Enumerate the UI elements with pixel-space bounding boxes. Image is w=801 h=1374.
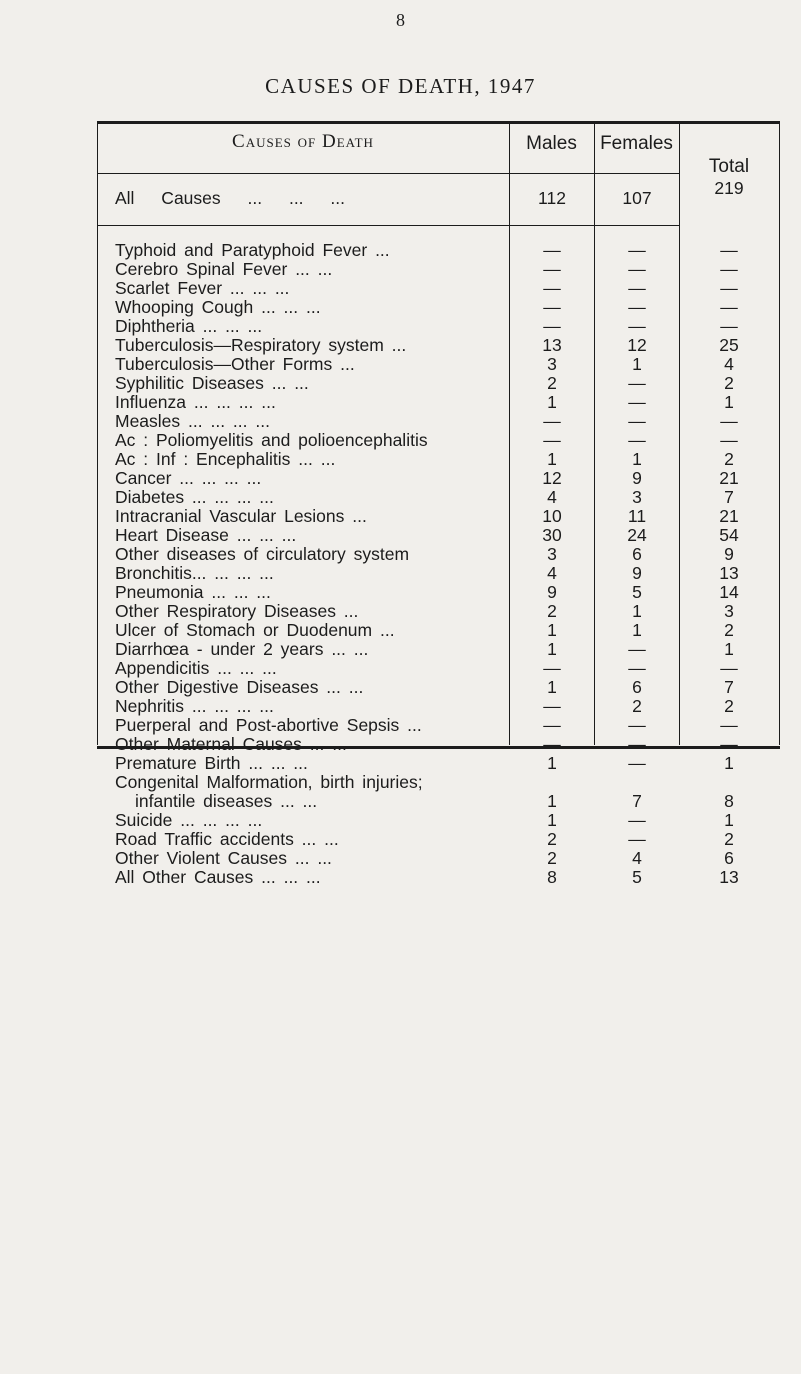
cause-label: Typhoid and Paratyphoid Fever ... bbox=[115, 240, 390, 260]
column-divider-males bbox=[509, 123, 510, 745]
cell-total: — bbox=[720, 278, 738, 298]
cell-females: — bbox=[628, 278, 646, 298]
cause-label: Tuberculosis—Other Forms ... bbox=[115, 354, 355, 374]
cell-males: 4 bbox=[547, 487, 557, 507]
cell-males: — bbox=[543, 734, 561, 754]
all-causes-females: 107 bbox=[622, 188, 652, 208]
header-divider bbox=[97, 173, 679, 174]
cell-total: 1 bbox=[724, 810, 734, 830]
cell-males: 3 bbox=[547, 544, 557, 564]
cause-label: Syphilitic Diseases ... ... bbox=[115, 373, 309, 393]
cell-total: 6 bbox=[724, 848, 734, 868]
cell-males: — bbox=[543, 411, 561, 431]
cell-females: — bbox=[628, 715, 646, 735]
cell-males: — bbox=[543, 696, 561, 716]
cell-total: 3 bbox=[724, 601, 734, 621]
cause-label: Bronchitis... ... ... ... bbox=[115, 563, 274, 583]
cause-label: Other Maternal Causes ... ... bbox=[115, 734, 347, 754]
cell-females: 9 bbox=[632, 468, 642, 488]
cell-females: 1 bbox=[632, 620, 642, 640]
all-causes-total: 219 bbox=[714, 178, 744, 198]
cause-label-continued: infantile diseases ... ... bbox=[135, 791, 318, 811]
cell-females: 3 bbox=[632, 487, 642, 507]
cell-males: — bbox=[543, 316, 561, 336]
column-divider-total bbox=[679, 123, 680, 745]
cell-total: 13 bbox=[719, 563, 739, 583]
cell-females: — bbox=[628, 753, 646, 773]
cell-males: — bbox=[543, 259, 561, 279]
all-causes-divider bbox=[97, 225, 679, 226]
cell-females: 5 bbox=[632, 867, 642, 887]
cell-males: — bbox=[543, 430, 561, 450]
cell-females: 1 bbox=[632, 449, 642, 469]
cause-label: Suicide ... ... ... ... bbox=[115, 810, 263, 830]
cause-label: Congenital Malformation, birth injuries; bbox=[115, 772, 423, 792]
cause-label: Other Digestive Diseases ... ... bbox=[115, 677, 364, 697]
cause-label: Intracranial Vascular Lesions ... bbox=[115, 506, 367, 526]
cell-females: 6 bbox=[632, 677, 642, 697]
cause-label: Other Violent Causes ... ... bbox=[115, 848, 332, 868]
cell-females: 7 bbox=[632, 791, 642, 811]
cell-total: — bbox=[720, 411, 738, 431]
cell-males: 1 bbox=[547, 449, 557, 469]
cause-label: Ac : Inf : Encephalitis ... ... bbox=[115, 449, 336, 469]
cell-females: — bbox=[628, 240, 646, 260]
cell-females: 5 bbox=[632, 582, 642, 602]
cell-males: 2 bbox=[547, 373, 557, 393]
cause-label: Scarlet Fever ... ... ... bbox=[115, 278, 290, 298]
cell-total: — bbox=[720, 316, 738, 336]
page-number: 8 bbox=[396, 10, 405, 30]
cell-females: 24 bbox=[627, 525, 647, 545]
cell-total: — bbox=[720, 430, 738, 450]
cause-label: Nephritis ... ... ... ... bbox=[115, 696, 274, 716]
page-title: CAUSES OF DEATH, 1947 bbox=[265, 74, 536, 98]
cell-males: 12 bbox=[542, 468, 562, 488]
cell-total: 2 bbox=[724, 449, 734, 469]
cell-total: — bbox=[720, 240, 738, 260]
cause-label: Tuberculosis—Respiratory system ... bbox=[115, 335, 407, 355]
cell-total: — bbox=[720, 658, 738, 678]
cell-total: 7 bbox=[724, 677, 734, 697]
cell-females: — bbox=[628, 297, 646, 317]
header-total: Total bbox=[708, 156, 750, 177]
all-causes-males: 112 bbox=[538, 188, 566, 208]
cell-females: — bbox=[628, 411, 646, 431]
cell-total: 54 bbox=[719, 525, 739, 545]
cell-males: 8 bbox=[547, 867, 557, 887]
cause-label: Cancer ... ... ... ... bbox=[115, 468, 262, 488]
cell-females: 6 bbox=[632, 544, 642, 564]
cell-total: 2 bbox=[724, 696, 734, 716]
cell-males: 1 bbox=[547, 392, 557, 412]
cell-total: — bbox=[720, 734, 738, 754]
cause-label: Cerebro Spinal Fever ... ... bbox=[115, 259, 333, 279]
cause-label: Influenza ... ... ... ... bbox=[115, 392, 276, 412]
cause-label: Premature Birth ... ... ... bbox=[115, 753, 308, 773]
cause-label: Pneumonia ... ... ... bbox=[115, 582, 271, 602]
cell-males: 9 bbox=[547, 582, 557, 602]
cause-label: Puerperal and Post-abortive Sepsis ... bbox=[115, 715, 422, 735]
header-causes: Causes of Death bbox=[232, 131, 374, 152]
cell-total: 4 bbox=[724, 354, 734, 374]
cell-males: 1 bbox=[547, 753, 557, 773]
cell-males: 2 bbox=[547, 601, 557, 621]
column-divider-left bbox=[97, 123, 98, 745]
cell-females: 9 bbox=[632, 563, 642, 583]
cause-label: Ac : Poliomyelitis and polioencephalitis bbox=[115, 430, 428, 450]
cell-females: — bbox=[628, 810, 646, 830]
cell-total: 21 bbox=[719, 468, 739, 488]
cell-males: 4 bbox=[547, 563, 557, 583]
cell-males: 2 bbox=[547, 829, 557, 849]
cell-total: 1 bbox=[724, 753, 734, 773]
cell-females: — bbox=[628, 392, 646, 412]
cell-total: — bbox=[720, 297, 738, 317]
cell-males: — bbox=[543, 278, 561, 298]
cell-males: 1 bbox=[547, 791, 557, 811]
cell-females: 12 bbox=[627, 335, 647, 355]
column-divider-right bbox=[779, 123, 780, 745]
cause-label: Diabetes ... ... ... ... bbox=[115, 487, 274, 507]
cell-males: — bbox=[543, 240, 561, 260]
cell-males: 10 bbox=[542, 506, 562, 526]
cell-males: — bbox=[543, 715, 561, 735]
cause-label: Road Traffic accidents ... ... bbox=[115, 829, 339, 849]
cause-label: Ulcer of Stomach or Duodenum ... bbox=[115, 620, 395, 640]
cell-males: 3 bbox=[547, 354, 557, 374]
header-males: Males bbox=[526, 133, 577, 154]
cell-total: — bbox=[720, 259, 738, 279]
cell-total: 25 bbox=[719, 335, 739, 355]
cause-label: Measles ... ... ... ... bbox=[115, 411, 270, 431]
column-divider-females bbox=[594, 123, 595, 745]
cell-females: — bbox=[628, 316, 646, 336]
cell-total: 21 bbox=[719, 506, 739, 526]
cause-label: Appendicitis ... ... ... bbox=[115, 658, 277, 678]
cell-females: 1 bbox=[632, 354, 642, 374]
cell-males: 1 bbox=[547, 639, 557, 659]
cell-males: 1 bbox=[547, 810, 557, 830]
header-females: Females bbox=[600, 133, 673, 154]
cell-males: 13 bbox=[542, 335, 562, 355]
cell-total: 1 bbox=[724, 392, 734, 412]
cell-total: 7 bbox=[724, 487, 734, 507]
cell-females: — bbox=[628, 259, 646, 279]
cell-total: 2 bbox=[724, 373, 734, 393]
cause-label: Heart Disease ... ... ... bbox=[115, 525, 297, 545]
cell-females: 1 bbox=[632, 601, 642, 621]
cell-females: 2 bbox=[632, 696, 642, 716]
cell-females: — bbox=[628, 430, 646, 450]
cell-females: — bbox=[628, 658, 646, 678]
cell-total: 14 bbox=[719, 582, 739, 602]
cell-total: 1 bbox=[724, 639, 734, 659]
cell-males: 1 bbox=[547, 677, 557, 697]
all-causes-label: All Causes ... ... ... bbox=[115, 188, 345, 208]
cause-label: Whooping Cough ... ... ... bbox=[115, 297, 321, 317]
cell-total: 8 bbox=[724, 791, 734, 811]
cell-total: 2 bbox=[724, 829, 734, 849]
cell-females: 11 bbox=[627, 506, 647, 526]
cell-males: — bbox=[543, 297, 561, 317]
cell-females: — bbox=[628, 734, 646, 754]
cell-males: 2 bbox=[547, 848, 557, 868]
cell-total: 2 bbox=[724, 620, 734, 640]
cell-total: 13 bbox=[719, 867, 739, 887]
cause-label: Other diseases of circulatory system bbox=[115, 544, 410, 564]
cell-total: 9 bbox=[724, 544, 734, 564]
cell-total: — bbox=[720, 715, 738, 735]
cell-females: — bbox=[628, 639, 646, 659]
cell-females: 4 bbox=[632, 848, 642, 868]
cell-females: — bbox=[628, 373, 646, 393]
cell-males: 1 bbox=[547, 620, 557, 640]
cell-males: — bbox=[543, 658, 561, 678]
cell-females: — bbox=[628, 829, 646, 849]
cause-label: Diphtheria ... ... ... bbox=[115, 316, 263, 336]
cause-label: Other Respiratory Diseases ... bbox=[115, 601, 359, 621]
cause-label: All Other Causes ... ... ... bbox=[115, 867, 321, 887]
cause-label: Diarrhœa - under 2 years ... ... bbox=[115, 639, 369, 659]
cell-males: 30 bbox=[542, 525, 562, 545]
